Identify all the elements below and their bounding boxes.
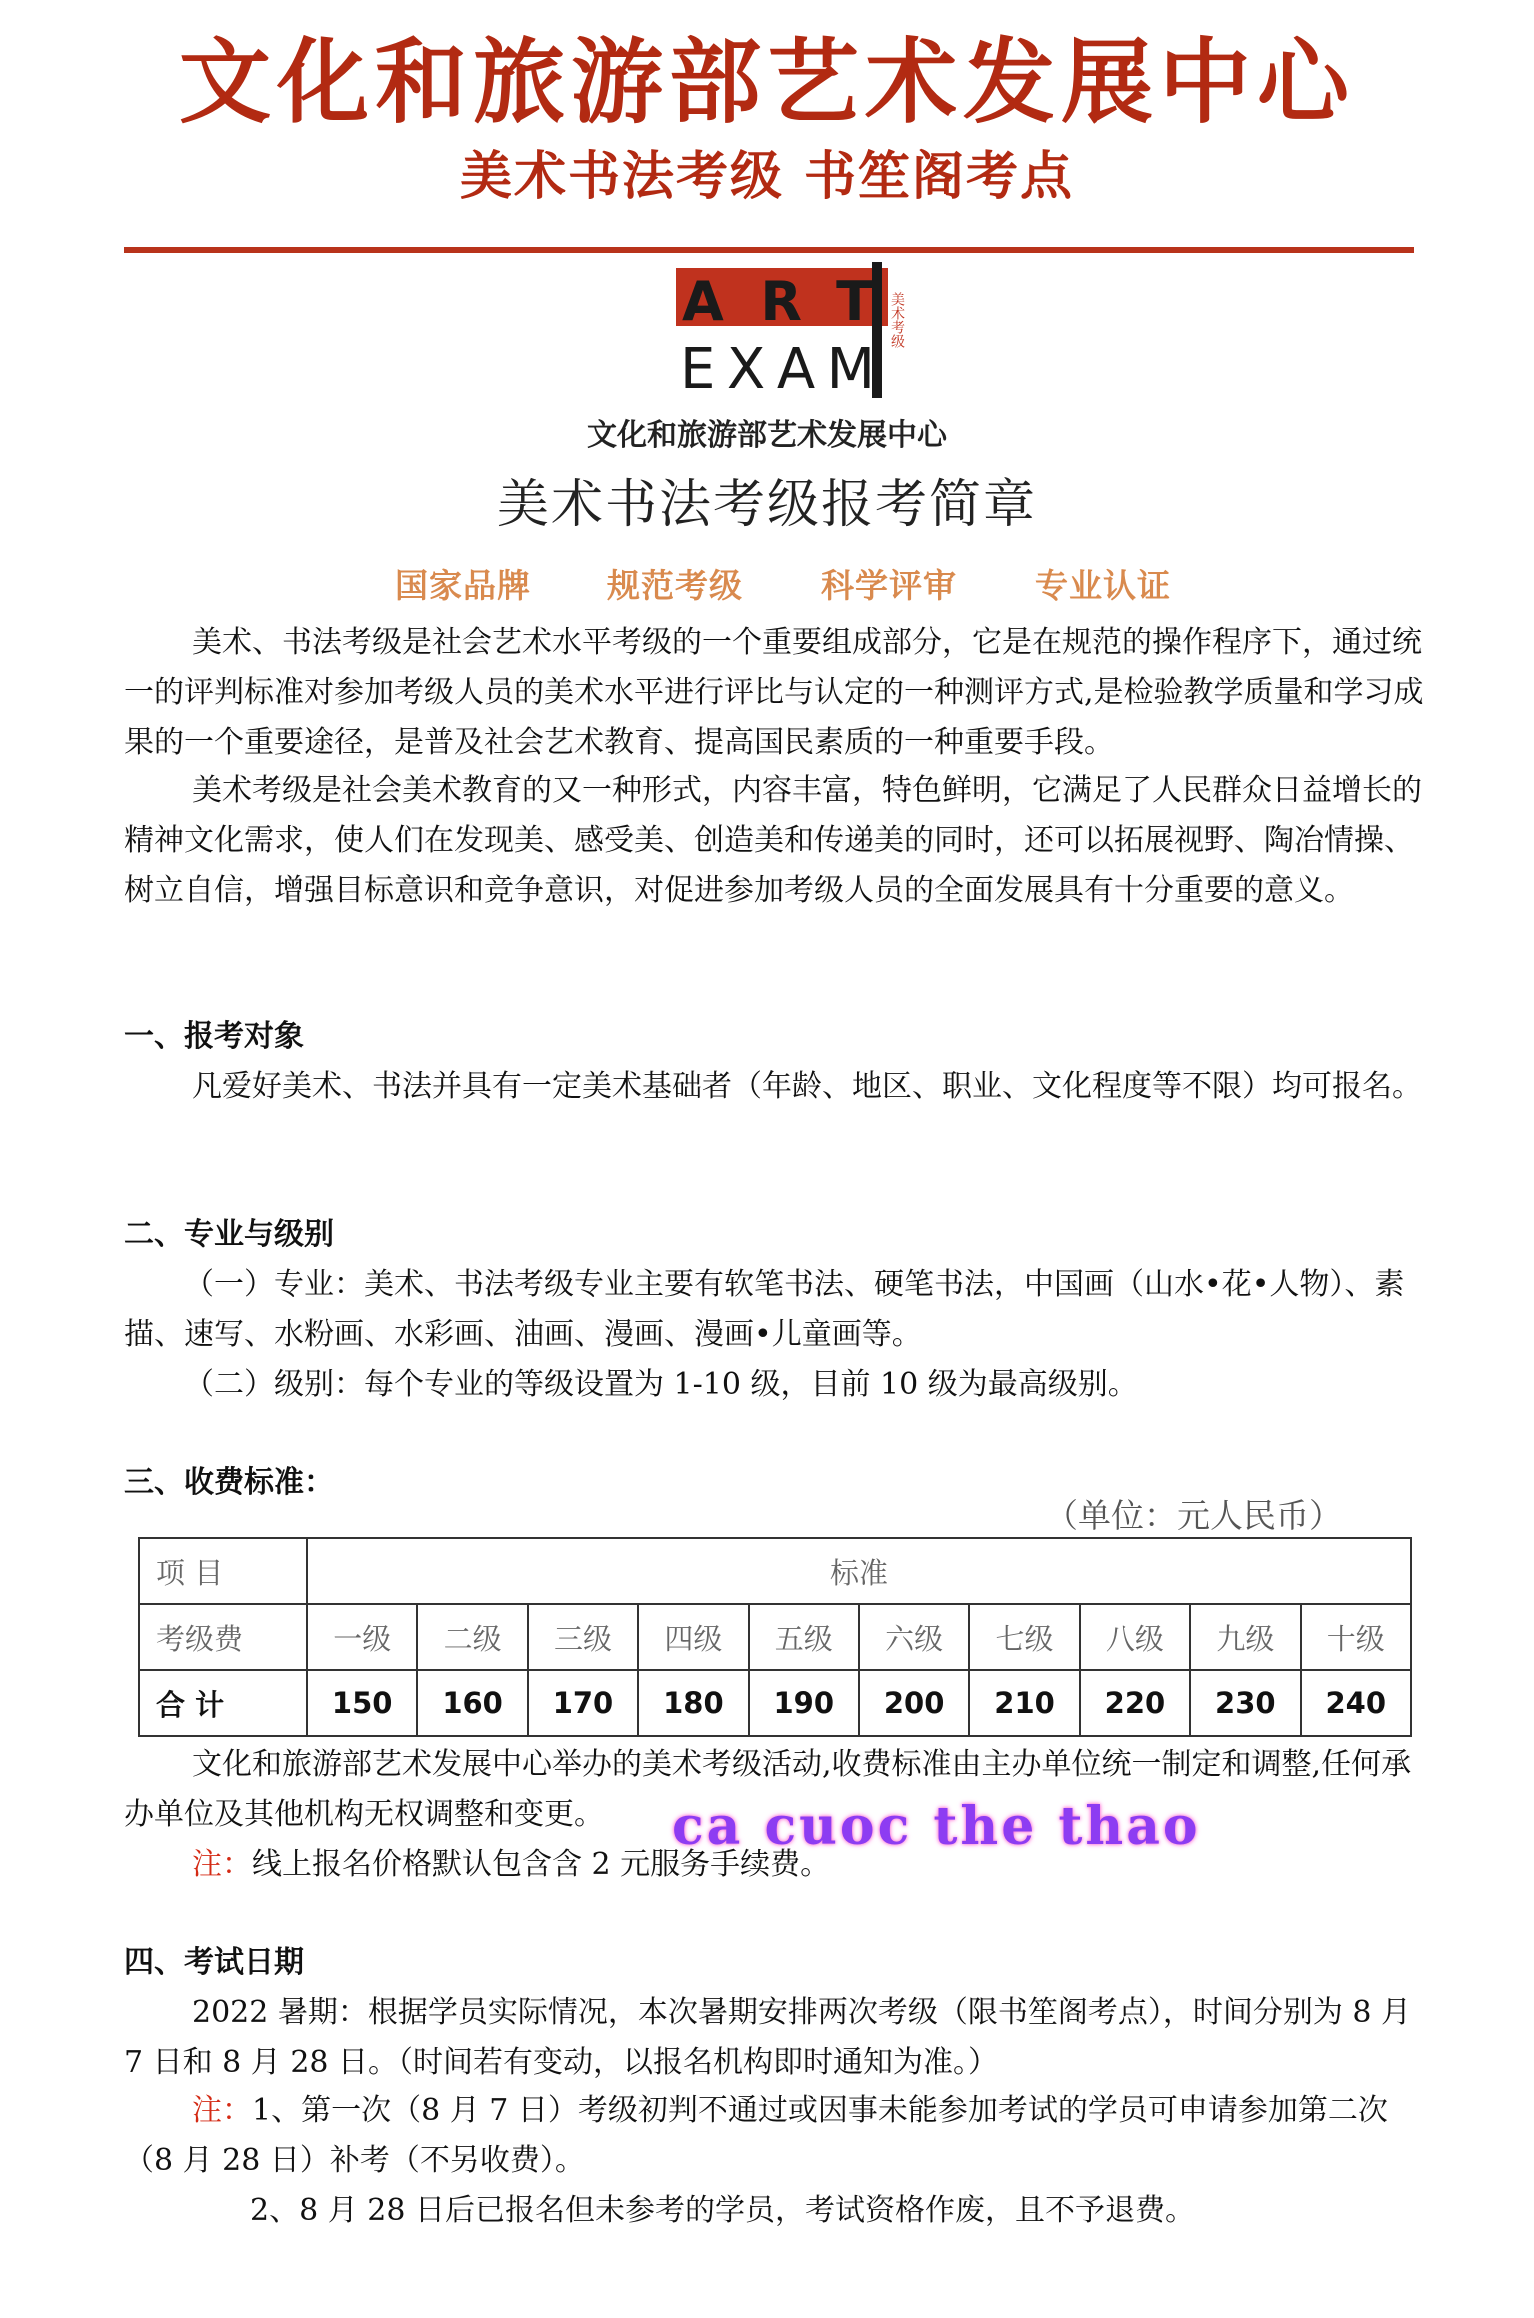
table-cell: 五级 [749,1604,859,1670]
watermark-text: ca cuoc the thao [672,1796,1201,1857]
levels-paragraph: （二）级别：每个专业的等级设置为 1-10 级，目前 10 级为最高级别。 [184,1367,1138,1402]
table-cell: 160 [417,1670,527,1736]
section-heading-exam-dates: 四、考试日期 [124,1945,304,1980]
exam-remark-2: 2、8 月 28 日后已报名但未参考的学员，考试资格作废，且不予退费。 [250,2193,1195,2228]
table-cell: 项 目 [139,1538,307,1604]
table-cell: 200 [859,1670,969,1736]
table-cell: 六级 [859,1604,969,1670]
table-cell: 考级费 [139,1604,307,1670]
table-cell: 二级 [417,1604,527,1670]
remark-text: 线上报名价格默认包含含 2 元服务手续费。 [252,1847,831,1882]
table-row [139,1670,1411,1736]
table-cell: 三级 [528,1604,638,1670]
logo-side-text: 美术考级 [889,292,905,348]
slogan-item: 专业认证 [1035,566,1171,605]
table-cell: 190 [749,1670,859,1736]
section-heading-eligibility: 一、报考对象 [124,1019,304,1054]
table-cell: 四级 [638,1604,748,1670]
table-row [139,1538,1411,1604]
logo-bar [872,262,882,398]
table-cell: 180 [638,1670,748,1736]
table-cell: 标准 [307,1538,1411,1604]
section-heading-majors: 二、专业与级别 [124,1217,334,1252]
table-cell: 十级 [1301,1604,1411,1670]
table-cell: 150 [307,1670,417,1736]
table-cell: 230 [1190,1670,1300,1736]
intro-paragraph-2: 美术考级是社会美术教育的又一种形式，内容丰富，特色鲜明，它满足了人民群众日益增长的精神文化需求，使人们在发现美、感受美、创造美和传递美的同时，还可以拓展视野、陶冶情操、树立自信，增强目标意识和竞争意识，对促进参加考级人员的全面发展具有十分重要的意义。 [124,773,1422,908]
header-divider [124,247,1414,253]
table-cell: 240 [1301,1670,1411,1736]
document-title: 美术书法考级报考简章 [496,475,1037,535]
table-cell: 170 [528,1670,638,1736]
table-cell: 合 计 [139,1670,307,1736]
slogan-row [395,560,1175,610]
table-cell: 九级 [1190,1604,1300,1670]
logo-text-bottom: EXAM [680,337,870,398]
remark-label: 注： [192,2093,252,2128]
slogan-item: 国家品牌 [395,566,531,605]
table-cell: 220 [1080,1670,1190,1736]
majors-paragraph: （一）专业：美术、书法考级专业主要有软笔书法、硬笔书法，中国画（山水•花•人物）、素描、速写、水粉画、水彩画、油画、漫画、漫画•儿童画等。 [124,1267,1405,1352]
fee-note-paragraph: 文化和旅游部艺术发展中心举办的美术考级活动,收费标准由主办单位统一制定和调整,任何承办单位及其他机构无权调整和变更。 [124,1747,1412,1832]
logo-text-top: ART [682,270,870,333]
table-cell: 一级 [307,1604,417,1670]
table-cell: 七级 [969,1604,1079,1670]
header-subtitle: 美术书法考级 书笙阁考点 [459,147,1075,207]
section-heading-fees: 三、收费标准： [124,1465,334,1500]
fee-table [138,1537,1412,1737]
slogan-item: 规范考级 [607,566,743,605]
art-exam-logo [676,262,912,398]
exam-remark-1: 注：1、第一次（8 月 7 日）考级初判不通过或因事未能参加考试的学员可申请参加第二次（8 月 28 日）补考（不另收费）。 [124,2093,1388,2178]
eligibility-paragraph: 凡爱好美术、书法并具有一定美术基础者（年龄、地区、职业、文化程度等不限）均可报名。 [192,1069,1422,1104]
table-cell: 210 [969,1670,1079,1736]
slogan-item: 科学评审 [821,566,957,605]
table-row [139,1604,1411,1670]
intro-paragraph-1: 美术、书法考级是社会艺术水平考级的一个重要组成部分，它是在规范的操作程序下，通过统一的评判标准对参加考级人员的美术水平进行评比与认定的一种测评方式,是检验教学质量和学习成果的一个重要途径，是普及社会艺术教育、提高国民素质的一种重要手段。 [124,625,1424,760]
remark-label: 注： [192,1847,252,1882]
header-title: 文化和旅游部艺术发展中心 [178,29,1355,136]
org-name: 文化和旅游部艺术发展中心 [587,418,947,453]
unit-note: （单位：元人民币） [1045,1496,1342,1535]
exam-dates-paragraph: 2022 暑期：根据学员实际情况，本次暑期安排两次考级（限书笙阁考点），时间分别为 8 月 7 日和 8 月 28 日。（时间若有变动，以报名机构即时通知为准。） [124,1995,1412,2080]
table-cell: 八级 [1080,1604,1190,1670]
